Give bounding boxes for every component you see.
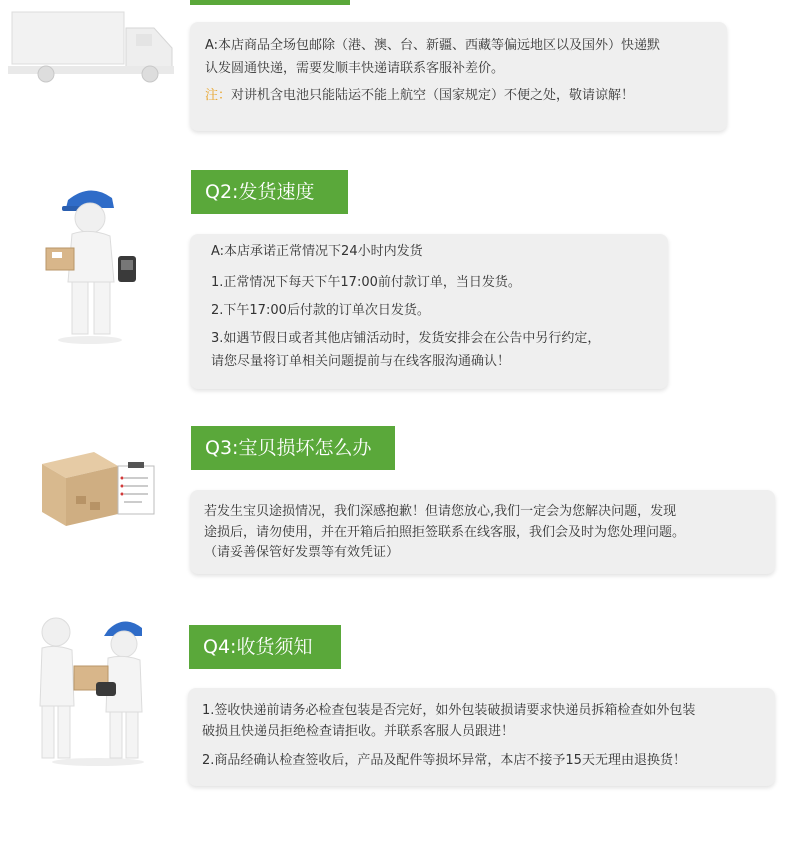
q2-line-4: 3.如遇节假日或者其他店铺活动时，发货安排会在公告中另行约定， (211, 331, 601, 346)
shipping-fee-answer-card (190, 22, 727, 131)
q3-line-2: 途损后，请勿使用，并在开箱后拍照拒签联系在线客服，我们会及时为您处理问题。 (204, 525, 686, 540)
q4-answer-card (188, 688, 775, 786)
shipping-fee-line-2: 认发圆通快递，需要发顺丰快递请联系客服补差价。 (205, 61, 505, 76)
note-text: 对讲机含电池只能陆运不能上航空（国家规定）不便之处，敬请谅解！ (231, 88, 635, 103)
q3-heading: Q3:宝贝损坏怎么办 (191, 426, 395, 470)
courier-figure-icon (38, 186, 148, 346)
q3-line-1: 若发生宝贝途损情况，我们深感抱歉！但请您放心,我们一定会为您解决问题，发现 (204, 504, 677, 519)
damaged-box-icon (38, 446, 158, 530)
q2-answer-card (190, 234, 668, 389)
q3-answer-card (190, 490, 775, 574)
q2-line-1: A:本店承诺正常情况下24小时内发货 (211, 244, 423, 259)
q4-line-1: 1.签收快递前请务必检查包装是否完好，如外包装破损请要求快递员拆箱检查如外包装 (202, 703, 696, 718)
q2-line-2: 1.正常情况下每天下午17:00前付款订单，当日发货。 (211, 275, 521, 290)
handover-figures-icon (34, 616, 164, 766)
q4-line-3: 2.商品经确认检查签收后，产品及配件等损坏异常，本店不接予15天无理由退换货！ (202, 753, 686, 768)
q2-heading: Q2:发货速度 (191, 170, 348, 214)
q4-line-2: 破损且快递员拒绝检查请拒收。并联系客服人员跟进！ (202, 724, 515, 739)
section-header-strip (190, 0, 350, 5)
note-label: 注： (205, 88, 232, 103)
shipping-fee-line-1: A:本店商品全场包邮除（港、澳、台、新疆、西藏等偏远地区以及国外）快递默 (205, 38, 661, 53)
q2-line-5: 请您尽量将订单相关问题提前与在线客服沟通确认！ (211, 354, 511, 369)
q4-heading: Q4:收货须知 (189, 625, 341, 669)
shipping-note (205, 87, 634, 105)
q3-line-3: （请妥善保管好发票等有效凭证） (204, 545, 400, 560)
q2-line-3: 2.下午17:00后付款的订单次日发货。 (211, 303, 430, 318)
delivery-truck-icon (8, 12, 178, 84)
